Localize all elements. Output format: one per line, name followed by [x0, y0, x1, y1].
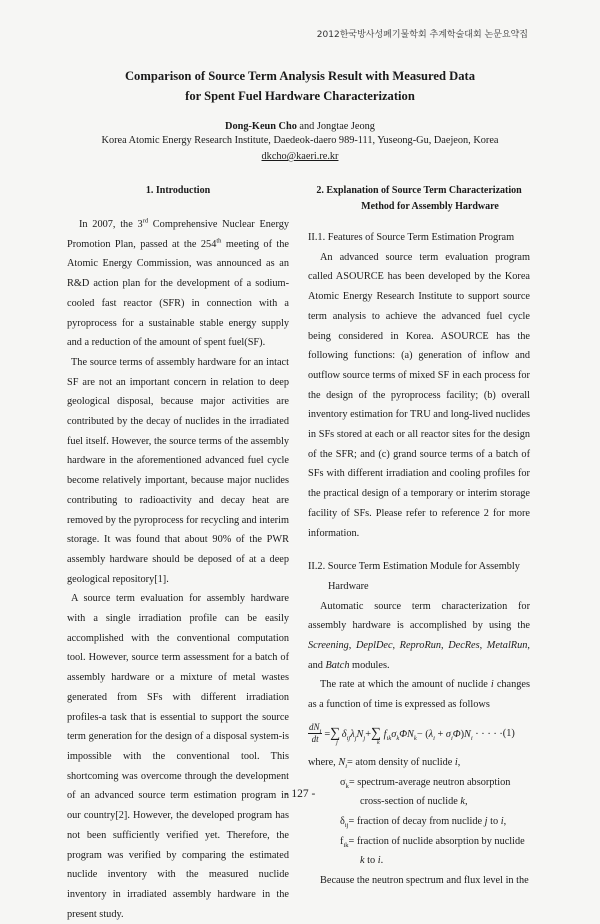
heading-line: Method for Assembly Hardware: [361, 201, 499, 212]
left-column: [67, 183, 289, 924]
eq-denominator: dt: [311, 734, 319, 745]
intro-paragraph-2: The source terms of assembly hardware for an intact SF are not an important concern in relation to deep geological disposal, because major activities are contributed by the decay of nuclides in the irradiated fuel itself. However, the source terms of the assembly hardware in the aforementioned advanced fuel cycle become relatively important, because major nuclides contributing to radioactivity and decay heat are removed by the pyroprocess for recycling and interim storage. It was found that about 90% of the PWR assembly hardware should be deposed of at a deep geological repository[1].: [67, 356, 289, 585]
running-header: 2012한국방사성폐기물학회 추계학술대회 논문요약집: [316, 30, 528, 40]
title-line-2: for Spent Fuel Hardware Characterization: [185, 89, 415, 103]
title-line-1: Comparison of Source Term Analysis Result with Measured Data: [124, 69, 476, 83]
right-column: [308, 183, 530, 891]
superscript: th: [216, 237, 222, 245]
variable: j: [484, 815, 488, 827]
definition-sigma: $\sigma_k=$ spectrum-average neutron absorption: [340, 776, 511, 790]
variable: i: [377, 855, 381, 867]
module-name: DeplDec: [355, 640, 393, 652]
text-run: changes as a function of time is expressed as follows: [308, 679, 530, 711]
heading-line: 2. Explanation of Source Term Characterization: [316, 185, 522, 196]
section-heading-introduction: 1. Introduction: [145, 185, 211, 196]
text-run: The rate at which the amount of nuclide: [320, 679, 491, 691]
text-run: and: [308, 659, 326, 671]
text-run: meeting of the Atomic Energy Commission, was announced as an R&D action plan for the development of a sodium-cooled fast reactor (SFR) in connection with a pyroprocess for a sustainable stable energy supply and a reduction of the amount of spent fuel(SF).: [67, 238, 289, 349]
where-label: where,: [308, 756, 336, 768]
text-run: Comprehensive Nuclear Energy Promotion Plan, passed at the 254: [67, 219, 290, 250]
definition-f-cont: k to i.: [360, 855, 384, 867]
co-authors: and Jongtae Jeong: [296, 121, 375, 132]
definition-text: .: [380, 855, 384, 867]
definition-f: $f_{ik}=$ fraction of nuclide absorption by nuclide: [340, 835, 525, 849]
email-line: [0, 149, 600, 164]
superscript: rd: [142, 217, 149, 225]
definition-text: = fraction of nuclide absorption by nuclide: [348, 835, 525, 847]
definition-delta: $\delta_{ij}=$ fraction of decay from nuclide j to i,: [340, 815, 507, 830]
subsection-heading-features: II.1. Features of Source Term Estimation Program: [308, 232, 515, 243]
module-name: ReproRun: [399, 640, 442, 652]
variable: i: [490, 679, 494, 691]
email-link[interactable]: dkcho@kaeri.re.kr: [261, 151, 339, 162]
variable: k: [360, 855, 365, 867]
page-number: - 127 -: [284, 788, 316, 800]
features-paragraph: An advanced source term evaluation program called ASOURCE has been developed by the Korea Atomic Energy Research Institute to support source term analysis to achieve the advanced fuel cycle being considered in Korea. ASOURCE has the following functions: (a) generation of inflow and outflow source terms of mixed SF in each process for the design of the pyroprocess facility; (b) overall inventory estimation for TRU and long-lived nuclides in SFs stored at each or all reactor sites for the design of the SFR; and (c) grand source terms of a batch of SFs with different irradiation and cooling profiles for the practical design of a temporary or interim storage facility of SFs. Please refer to reference 2 for more information.: [308, 251, 530, 539]
intro-paragraph-1: [67, 215, 289, 353]
equation-1: [308, 715, 530, 753]
variable: k: [460, 796, 465, 808]
variable: i: [454, 756, 458, 768]
lead-author: Dong-Keun Cho: [225, 121, 297, 132]
definition-text: = atom density of nuclide: [347, 756, 455, 768]
definition-sigma-cont: cross-section of nuclide k,: [360, 796, 468, 808]
definition-text: to: [487, 815, 501, 827]
definition-N: where, $N_i=$ atom density of nuclide i,: [308, 756, 461, 770]
subsection-heading-module: II.2. Source Term Estimation Module for Assembly: [308, 561, 520, 573]
text-run: In 2007, the 3: [79, 219, 143, 230]
intro-paragraph-3: A source term evaluation for assembly hardware with a single irradiation profile can be easily accomplished with the conventional computation tool. However, source term assessment for a batch of assembly hardware or a mixture of metal wastes generated from SFs with different irradiation profiles-a task that is essential to support the source term generation for the design of a disposal system-is impossible with the conventional tool. This shortcoming was overcome through the development of an advanced source term estimation program in our country[2]. However, the developed program has not been sufficiently verified yet. Therefore, the program was verified by comparing the estimated nuclide inventory with the measured nuclide inventory in irradiated assembly hardware in the present study.: [67, 593, 289, 920]
spectrum-paragraph: Because the neutron spectrum and flux level in the: [320, 875, 529, 887]
subsection-heading-module-cont: Hardware: [328, 580, 369, 592]
module-name: Screening: [308, 640, 349, 652]
affiliation: Korea Atomic Energy Research Institute, Daedeok-daero 989-111, Yuseong-Gu, Daejeon, Korea: [101, 135, 499, 146]
variable: i: [500, 815, 504, 827]
derivative-fraction: $\frac{dN_i}{dt}$: [309, 722, 322, 745]
module-name: DecRes: [448, 640, 480, 652]
module-name: Batch: [325, 659, 350, 671]
definition-text: = fraction of decay from nuclide: [348, 815, 485, 827]
text-run: Automatic source term characterization for assembly hardware is accomplished by using the: [308, 600, 530, 632]
definition-text: = spectrum-average neutron absorption: [348, 776, 511, 788]
rate-paragraph: [308, 675, 530, 714]
author-line: [0, 119, 600, 134]
module-paragraph: Automatic source term characterization for assembly hardware is accomplished by using the Screening, DeplDec, ReproRun, DecRes, MetalRun, and Batch modules.: [308, 600, 530, 671]
definition-text: cross-section of nuclide: [360, 796, 461, 808]
paper-title: [0, 66, 600, 106]
section-heading-explanation: [308, 183, 530, 215]
equation-number: (1): [502, 728, 515, 740]
module-name: MetalRun: [486, 640, 528, 652]
eq-body: $=\sum_j\delta_{ij}\lambda_jN_j+\sum_kf_{ik}\sigma_k\Phi N_k- (\lambda_i + \sigma_i\Phi)N_i$ · · · · ·: [324, 725, 503, 746]
text-run: modules.: [349, 659, 390, 671]
eq-numerator: dN: [309, 722, 320, 733]
